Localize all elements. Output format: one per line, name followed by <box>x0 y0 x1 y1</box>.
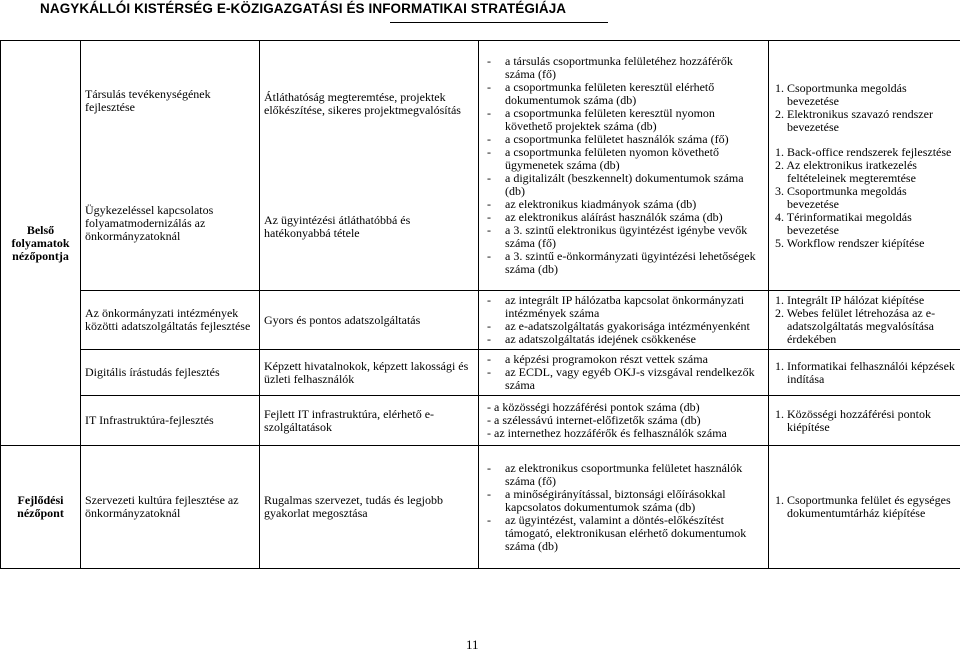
indicator-cell <box>479 396 769 446</box>
project-cell <box>769 350 960 396</box>
table-row <box>1 41 960 291</box>
result-item: Rugalmas szervezet, tudás és legjobb gyakorlat megosztása <box>264 493 443 520</box>
result-cell <box>260 396 479 446</box>
indicator-item: - a társulás csoportmunka felületéhez hozzáférők száma (fő) <box>483 55 764 81</box>
project-group <box>773 146 956 250</box>
project-cell <box>769 446 960 569</box>
viewpoint-development: Fejlődési nézőpont <box>1 446 81 569</box>
table-row <box>1 396 960 446</box>
title-underline <box>390 22 608 23</box>
indicator-item: - az e-adatszolgáltatás gyakorisága intézményenként <box>483 320 764 333</box>
indicator-item: - az adatszolgáltatás idejének csökkenése <box>483 333 764 346</box>
project-group <box>773 82 956 134</box>
indicator-item: - a digitalizált (beszkennelt) dokumentumok száma (db) <box>483 172 764 198</box>
result-item: Fejlett IT infrastruktúra, elérhető e-szolgáltatások <box>264 406 435 434</box>
goal-cell <box>81 446 260 569</box>
project-item: 4. Térinformatikai megoldás bevezetése <box>775 209 912 237</box>
project-item: 1. Csoportmunka felület és egységes dokumentumtárház kiépítése <box>775 493 951 520</box>
goal-item: Szervezeti kultúra fejlesztése az önkormányzatoknál <box>85 493 239 520</box>
indicator-item: - a 3. szintű elektronikus ügyintézést igénybe vevők száma (fő) <box>483 224 764 250</box>
indicator-item: - az ügyintézést, valamint a döntés-előkészítést támogató, elektronikusan elérhető dokumentumok száma (db) <box>483 514 764 553</box>
indicator-item: - az elektronikus aláírást használók száma (db) <box>483 211 764 224</box>
indicator-item: - az ECDL, vagy egyéb OKJ-s vizsgával rendelkezők száma <box>483 366 764 392</box>
indicator-item: - a csoportmunka felületen keresztül elérhető dokumentumok száma (db) <box>483 81 764 107</box>
indicator-cell <box>479 291 769 350</box>
project-item: 5. Workflow rendszer kiépítése <box>775 235 925 250</box>
indicator-item: - a szélessávú internet-előfizetők száma (db) <box>487 413 701 427</box>
project-item: 1. Közösségi hozzáférési pontok kiépítése <box>775 406 931 434</box>
result-cell <box>260 350 479 396</box>
project-cell <box>769 396 960 446</box>
goal-item: Digitális írástudás fejlesztés <box>85 365 220 379</box>
goal-cell <box>81 291 260 350</box>
project-item: 2. Az elektronikus iratkezelés feltételeinek megteremtése <box>775 157 917 185</box>
viewpoint-inner: Belső folyamatok nézőpontja <box>1 41 81 446</box>
project-item: 1. Integrált IP hálózat kiépítése <box>775 293 925 307</box>
result-cell <box>260 41 479 291</box>
project-item: 2. Webes felület létrehozása az e-adatszolgáltatás megvalósítása érdekében <box>775 306 936 346</box>
result-cell <box>260 291 479 350</box>
project-cell <box>769 41 960 291</box>
document-title: NAGYKÁLLÓI KISTÉRSÉG E-KÖZIGAZGATÁSI ÉS INFORMATIKAI STRATÉGIÁJA <box>40 1 567 16</box>
project-item: 1. Informatikai felhasználói képzések indítása <box>775 358 955 386</box>
result-item: Gyors és pontos adatszolgáltatás <box>264 312 421 327</box>
indicator-item: - az elektronikus kiadmányok száma (db) <box>483 198 764 211</box>
indicator-cell <box>479 446 769 569</box>
indicator-item: - a minőségirányítással, biztonsági előírásokkal kapcsolatos dokumentumok száma (db) <box>483 488 764 514</box>
project-item: 1. Back-office rendszerek fejlesztése <box>775 144 952 159</box>
goal-item: Ügykezeléssel kapcsolatos folyamatmodernizálás az önkormányzatoknál <box>85 203 214 243</box>
indicator-item: - a csoportmunka felületen keresztül nyomon követhető projektek száma (db) <box>483 107 764 133</box>
indicator-cell <box>479 350 769 396</box>
indicator-item: - a csoportmunka felületen nyomon követhető ügymenetek száma (db) <box>483 146 764 172</box>
goal-cell <box>81 41 260 291</box>
table-row <box>1 350 960 396</box>
indicator-cell <box>479 41 769 291</box>
strategy-table <box>0 40 960 569</box>
result-item: Az ügyintézési átláthatóbbá és hatékonyabbá tétele <box>264 212 411 240</box>
project-item: 3. Csoportmunka megoldás bevezetése <box>775 183 907 211</box>
goal-item: Társulás tevékenységének fejlesztése <box>85 87 211 114</box>
indicator-item: - a közösségi hozzáférési pontok száma (db) <box>487 400 700 414</box>
indicator-item: - az elektronikus csoportmunka felületet használók száma (fő) <box>483 462 764 488</box>
project-cell <box>769 291 960 350</box>
goal-cell <box>81 350 260 396</box>
indicator-item: - a csoportmunka felületet használók száma (fő) <box>483 133 764 146</box>
project-item: 2. Elektronikus szavazó rendszer bevezetése <box>775 106 933 134</box>
indicator-item: - az internethez hozzáférők és felhasználók száma <box>487 426 727 440</box>
result-item: Képzett hivatalnokok, képzett lakossági és üzleti felhasználók <box>264 358 469 386</box>
table-row <box>1 446 960 569</box>
project-item: 1. Csoportmunka megoldás bevezetése <box>775 80 907 108</box>
goal-item: IT Infrastruktúra-fejlesztés <box>85 413 214 427</box>
result-cell <box>260 446 479 569</box>
table-row <box>1 291 960 350</box>
result-item: Átláthatóság megteremtése, projektek előkészítése, sikeres projektmegvalósítás <box>264 90 461 118</box>
indicator-item: - az integrált IP hálózatba kapcsolat önkormányzati intézmények száma <box>483 294 764 320</box>
indicator-item: - a 3. szintű e-önkormányzati ügyintézési lehetőségek száma (db) <box>483 250 764 276</box>
goal-cell <box>81 396 260 446</box>
indicator-item: - a képzési programokon részt vettek száma <box>483 353 764 366</box>
page-number: 11 <box>466 637 479 652</box>
goal-item: Az önkormányzati intézmények közötti adatszolgáltatás fejlesztése <box>85 306 251 333</box>
